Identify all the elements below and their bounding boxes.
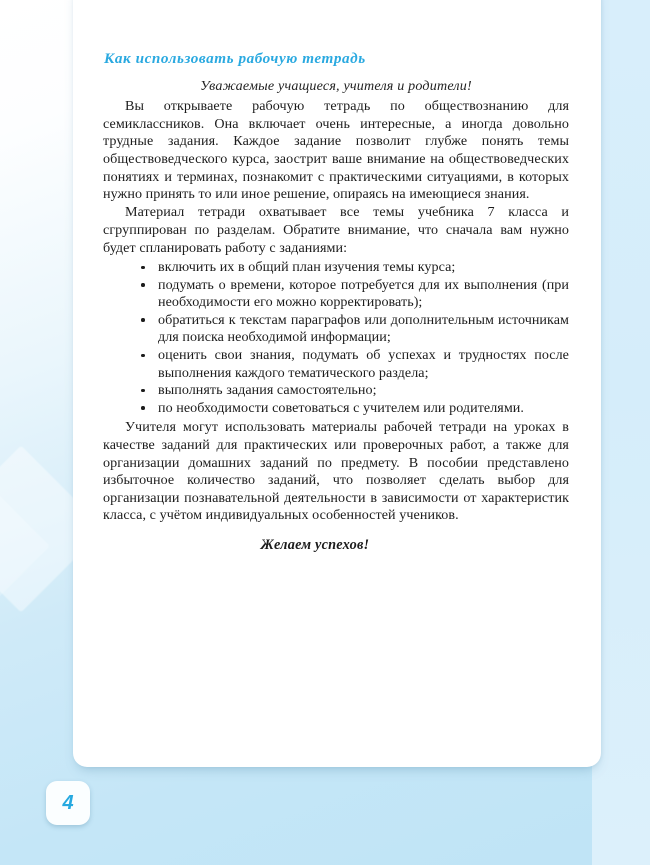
list-item-text: подумать о времени, которое потребуется для их выполнения (при необходимости его можно корректировать); [158, 276, 569, 311]
list-item-text: оценить свои знания, подумать об успехах и трудностях после выполнения каждого тематического раздела; [158, 347, 569, 381]
page-number: 4 [62, 792, 74, 814]
task-planning-list [103, 259, 569, 417]
list-item [103, 277, 569, 312]
paper-sheet [73, 0, 601, 767]
intro-paragraph-2: Материал тетради охватывает все темы учебника 7 класса и сгруппирован по разделам. Обратите внимание, что сначала вам нужно будет спланировать работу с заданиями: [103, 204, 569, 256]
list-item-text: обратиться к текстам параграфов или дополнительным источникам для поиска необходимой информации; [158, 311, 569, 346]
bullet-icon [141, 318, 145, 322]
list-item-text: по необходимости советоваться с учителем или родителями. [158, 399, 524, 416]
addressee-line: Уважаемые учащиеся, учителя и родители! [200, 78, 472, 95]
page-number-badge [46, 781, 90, 825]
list-item [103, 400, 569, 418]
bullet-icon [141, 266, 145, 270]
paper-content-area [103, 50, 569, 555]
bullet-icon [141, 354, 145, 358]
closing-line: Желаем успехов! [260, 537, 370, 553]
page-title: Как использовать рабочую тетрадь [104, 50, 366, 67]
list-item-text: выполнять задания самостоятельно; [158, 382, 377, 399]
teachers-paragraph: Учителя могут использовать материалы рабочей тетради на уроках в качестве заданий для практических или проверочных работ, а также для организации домашних заданий по предмету. В пособии представлено избыточное количество заданий, что позволяет сделать выбор для организации познавательной деятельности в зависимости от характеристик класса, с учётом индивидуальных особенностей учеников. [103, 419, 569, 524]
list-item [103, 382, 569, 400]
list-item [103, 259, 569, 277]
bullet-icon [141, 406, 145, 410]
list-item [103, 312, 569, 347]
bullet-icon [141, 389, 145, 393]
list-item-text: включить их в общий план изучения темы курса; [158, 259, 456, 276]
list-item [103, 347, 569, 382]
bullet-icon [141, 283, 145, 287]
intro-paragraph-1: Вы открываете рабочую тетрадь по обществознанию для семиклассников. Она включает очень интересные, а иногда довольно трудные задания. Каждое задание позволит глубже понять темы обществоведческого курса, заострит ваше внимание на обществоведческих понятиях и терминах, познакомит с практическими ситуациями, в которых нужно принять то или иное решение, опираясь на имеющиеся знания. [103, 98, 569, 203]
